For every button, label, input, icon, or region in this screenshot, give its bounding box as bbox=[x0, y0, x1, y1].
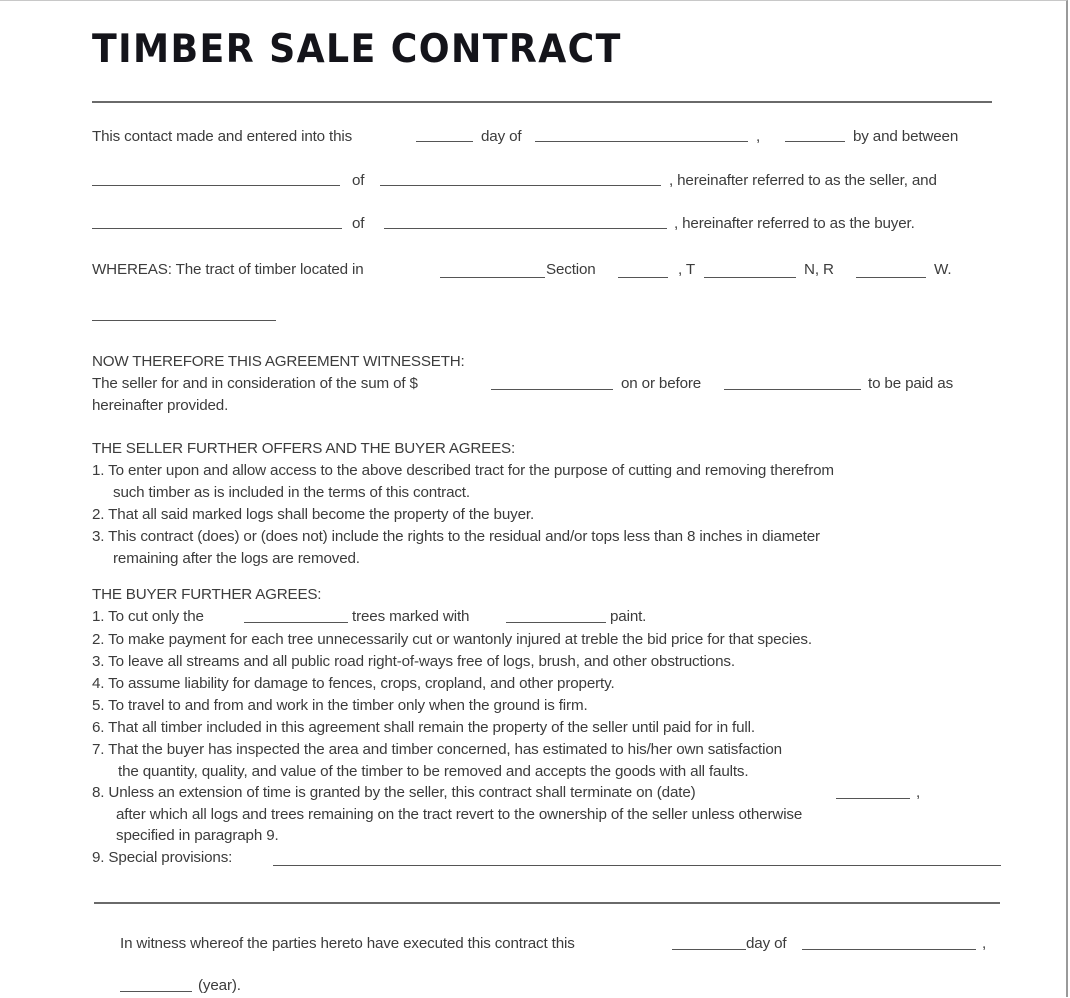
buyer-item-4: 4. To assume liability for damage to fences, crops, cropland, and other property. bbox=[92, 675, 615, 692]
buyer-item-6: 6. That all timber included in this agreement shall remain the property of the seller until paid for in full. bbox=[92, 719, 755, 736]
witness-year-field[interactable] bbox=[120, 991, 192, 992]
buyer-address-field[interactable] bbox=[384, 228, 667, 229]
section-field[interactable] bbox=[618, 277, 668, 278]
buyer-item-2: 2. To make payment for each tree unnecessarily cut or wantonly injured at treble the bid price for that species. bbox=[92, 631, 812, 648]
township-field[interactable] bbox=[704, 277, 796, 278]
buyer-item-3: 3. To leave all streams and all public road right-of-ways free of logs, brush, and other obstructions. bbox=[92, 653, 735, 670]
seller-address-field[interactable] bbox=[380, 185, 661, 186]
payment-date-field[interactable] bbox=[724, 389, 861, 390]
buyer-agrees-heading: THE BUYER FURTHER AGREES: bbox=[92, 586, 322, 603]
title-divider bbox=[92, 101, 992, 103]
paint-color-field[interactable] bbox=[506, 622, 606, 623]
section-label: Section bbox=[546, 261, 596, 278]
day-field[interactable] bbox=[416, 141, 473, 142]
termination-date-field[interactable] bbox=[836, 798, 910, 799]
page-title: TIMBER SALE CONTRACT bbox=[92, 27, 622, 72]
township-label: , T bbox=[678, 261, 695, 278]
special-provisions-field[interactable] bbox=[273, 865, 1001, 866]
consideration-text: The seller for and in consideration of the sum of $ bbox=[92, 375, 418, 392]
provided-text: hereinafter provided. bbox=[92, 397, 229, 414]
buyer-item-9-label: 9. Special provisions: bbox=[92, 849, 233, 866]
buyer-item-8-line-2: after which all logs and trees remaining on the tract revert to the ownership of the seller unless otherwise bbox=[116, 806, 803, 823]
buyer-name-field[interactable] bbox=[92, 228, 342, 229]
witness-day-of: day of bbox=[746, 935, 787, 952]
to-be-paid-text: to be paid as bbox=[868, 375, 954, 392]
buyer-item-8-line-3: specified in paragraph 9. bbox=[116, 827, 279, 844]
seller-suffix: , hereinafter referred to as the seller, and bbox=[669, 172, 937, 189]
sum-field[interactable] bbox=[491, 389, 613, 390]
witness-day-field[interactable] bbox=[672, 949, 746, 950]
buyer-item-1-part3: paint. bbox=[610, 608, 647, 625]
range-label: N, R bbox=[804, 261, 834, 278]
witness-comma: , bbox=[982, 935, 987, 952]
seller-item-3-line-2: remaining after the logs are removed. bbox=[113, 550, 360, 567]
preamble-text-dayof: day of bbox=[481, 128, 522, 145]
tree-species-field[interactable] bbox=[244, 622, 348, 623]
buyer-item-1-part2: trees marked with bbox=[352, 608, 470, 625]
special-provisions-line-2[interactable] bbox=[94, 902, 1000, 904]
seller-name-field[interactable] bbox=[92, 185, 340, 186]
witness-text: In witness whereof the parties hereto have executed this contract this bbox=[120, 935, 575, 952]
preamble-comma: , bbox=[756, 128, 761, 145]
buyer-suffix: , hereinafter referred to as the buyer. bbox=[674, 215, 915, 232]
witness-year-label: (year). bbox=[198, 977, 241, 994]
witnesseth-heading: NOW THEREFORE THIS AGREEMENT WITNESSETH: bbox=[92, 353, 465, 370]
on-or-before-text: on or before bbox=[621, 375, 702, 392]
month-field[interactable] bbox=[535, 141, 748, 142]
range-field[interactable] bbox=[856, 277, 926, 278]
buyer-item-8-comma: , bbox=[916, 784, 921, 801]
buyer-item-8-line-1: 8. Unless an extension of time is granted by the seller, this contract shall terminate on (date) bbox=[92, 784, 696, 801]
west-label: W. bbox=[934, 261, 952, 278]
seller-item-3-line-1: 3. This contract (does) or (does not) include the rights to the residual and/or tops less than 8 inches in diameter bbox=[92, 528, 820, 545]
seller-item-2: 2. That all said marked logs shall become the property of the buyer. bbox=[92, 506, 535, 523]
seller-of-label: of bbox=[352, 172, 365, 189]
seller-item-1-line-2: such timber as is included in the terms of this contract. bbox=[113, 484, 470, 501]
preamble-text-between: by and between bbox=[853, 128, 959, 145]
preamble-text-1: This contact made and entered into this bbox=[92, 128, 353, 145]
seller-item-1-line-1: 1. To enter upon and allow access to the above described tract for the purpose of cutting and removing therefrom bbox=[92, 462, 834, 479]
buyer-item-7-line-1: 7. That the buyer has inspected the area and timber concerned, has estimated to his/her own satisfaction bbox=[92, 741, 782, 758]
whereas-text: WHEREAS: The tract of timber located in bbox=[92, 261, 364, 278]
location-extra-field[interactable] bbox=[92, 320, 276, 321]
year-field[interactable] bbox=[785, 141, 845, 142]
seller-offers-heading: THE SELLER FURTHER OFFERS AND THE BUYER AGREES: bbox=[92, 440, 515, 457]
buyer-of-label: of bbox=[352, 215, 365, 232]
buyer-item-1-part1: 1. To cut only the bbox=[92, 608, 204, 625]
location-field[interactable] bbox=[440, 277, 545, 278]
buyer-item-5: 5. To travel to and from and work in the timber only when the ground is firm. bbox=[92, 697, 588, 714]
witness-month-field[interactable] bbox=[802, 949, 976, 950]
buyer-item-7-line-2: the quantity, quality, and value of the timber to be removed and accepts the goods with all faults. bbox=[118, 763, 749, 780]
